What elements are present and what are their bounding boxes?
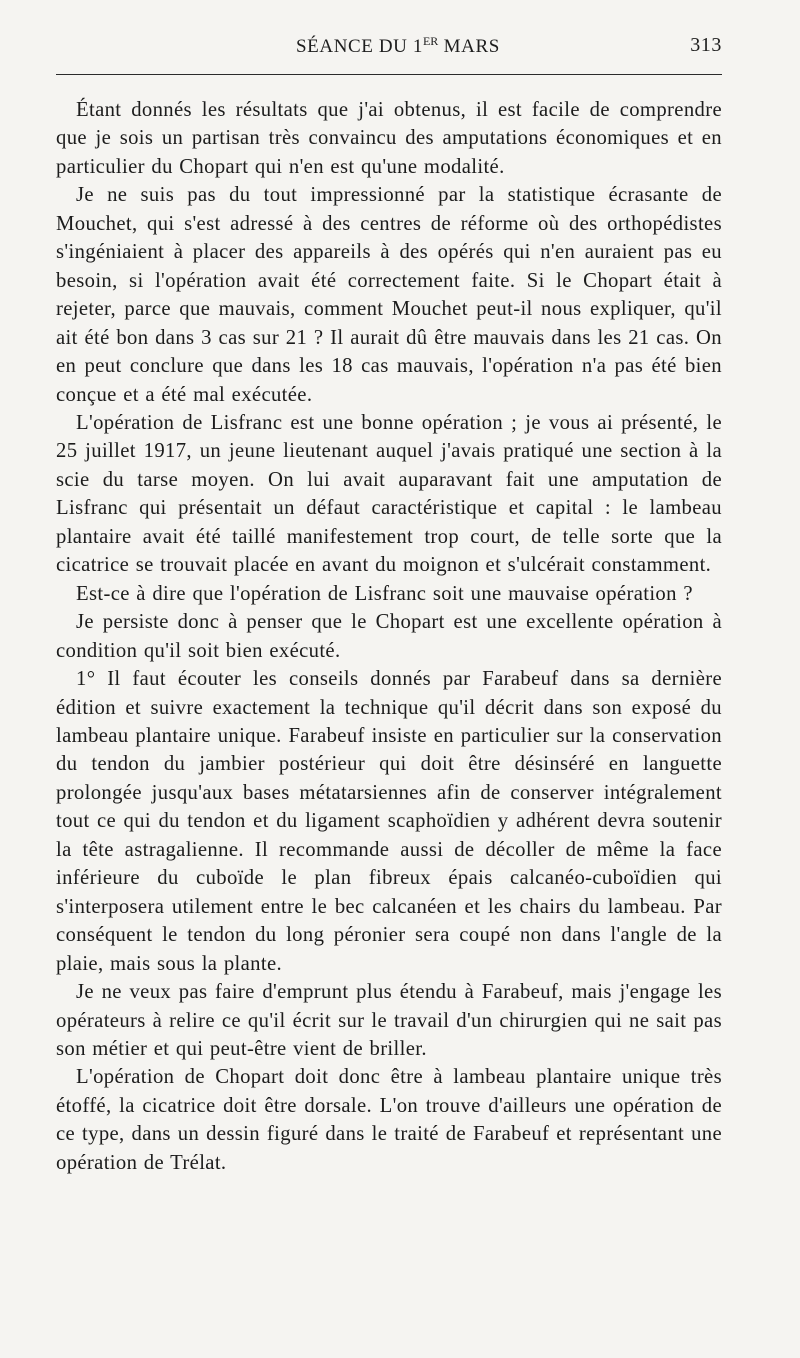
running-head [56, 34, 722, 60]
running-title-suffix: MARS [438, 36, 500, 57]
paragraph: 1° Il faut écouter les conseils donnés par Farabeuf dans sa dernière édition et suivre exactement la technique qu'il décrit dans son exposé du lambeau plantaire unique. Farabeuf insiste en particulier sur la conservation du tendon du jambier postérieur qui doit être désinséré en languette prolongée jusqu'aux bases métatarsiennes afin de conserver intégralement tout ce qui du tendon et du ligament scaphoïdien y adhérent devra soutenir la tête astragalienne. Il recommande aussi de décoller de même la face inférieure du cuboïde le plan fibreux épais calcanéo-cuboïdien qui s'interposera utilement entre le bec calcanéen et les chairs du lambeau. Par conséquent le tendon du long péronier sera coupé non dans l'angle de la plaie, mais sous la plante. [56, 668, 722, 975]
paragraph: Étant donnés les résultats que j'ai obtenus, il est facile de comprendre que je sois un partisan très convaincu des amputations économiques et en particulier du Chopart qui n'en est qu'une modalité. [56, 99, 722, 178]
paragraph: L'opération de Lisfranc est une bonne opération ; je vous ai présenté, le 25 juillet 1917, un jeune lieutenant auquel j'avais pratiqué une section à la scie du tarse moyen. On lui avait auparavant fait une amputation de Lisfranc qui présentait un défaut caractéristique et capital : le lambeau plantaire avait été taillé manifestement trop court, de telle sorte que la cicatrice se trouvait placée en avant du moignon et s'ulcérait constamment. [56, 411, 722, 577]
paragraph: Je persiste donc à penser que le Chopart est une excellente opération à condition qu'il soit bien exécuté. [56, 611, 722, 662]
paragraph: Je ne veux pas faire d'emprunt plus étendu à Farabeuf, mais j'engage les opérateurs à relire ce qu'il écrit sur le travail d'un chirurgien qui ne sait pas son métier et qui peut-être vient de briller. [56, 981, 722, 1060]
page-number: 313 [690, 34, 722, 56]
running-title-prefix: SÉANCE DU 1 [296, 36, 423, 57]
running-title-ordinal: ER [422, 34, 439, 48]
running-title [296, 34, 500, 58]
paragraph: L'opération de Chopart doit donc être à lambeau plantaire unique très étoffé, la cicatrice doit être dorsale. L'on trouve d'ailleurs une opération de ce type, dans un dessin figuré dans le traité de Farabeuf et représentant une opération de Trélat. [56, 1066, 722, 1174]
paragraph: Est-ce à dire que l'opération de Lisfranc soit une mauvaise opération ? [76, 582, 693, 605]
paragraph: Je ne suis pas du tout impressionné par la statistique écrasante de Mouchet, qui s'est adressé à des centres de réforme où des orthopédistes s'ingéniaient à placer des appareils à des opérés qui n'en auraient pas eu besoin, si l'opération avait été correctement faite. Si le Chopart était à rejeter, parce que mauvais, comment Mouchet peut-il nous expliquer, qu'il ait été bon dans 3 cas sur 21 ? Il aurait dû être mauvais dans les 21 cas. On en peut conclure que dans les 18 cas mauvais, l'opération n'a pas été bien conçue et a été mal exécutée. [56, 184, 722, 406]
body-text [56, 96, 722, 1177]
header-rule [56, 74, 722, 75]
